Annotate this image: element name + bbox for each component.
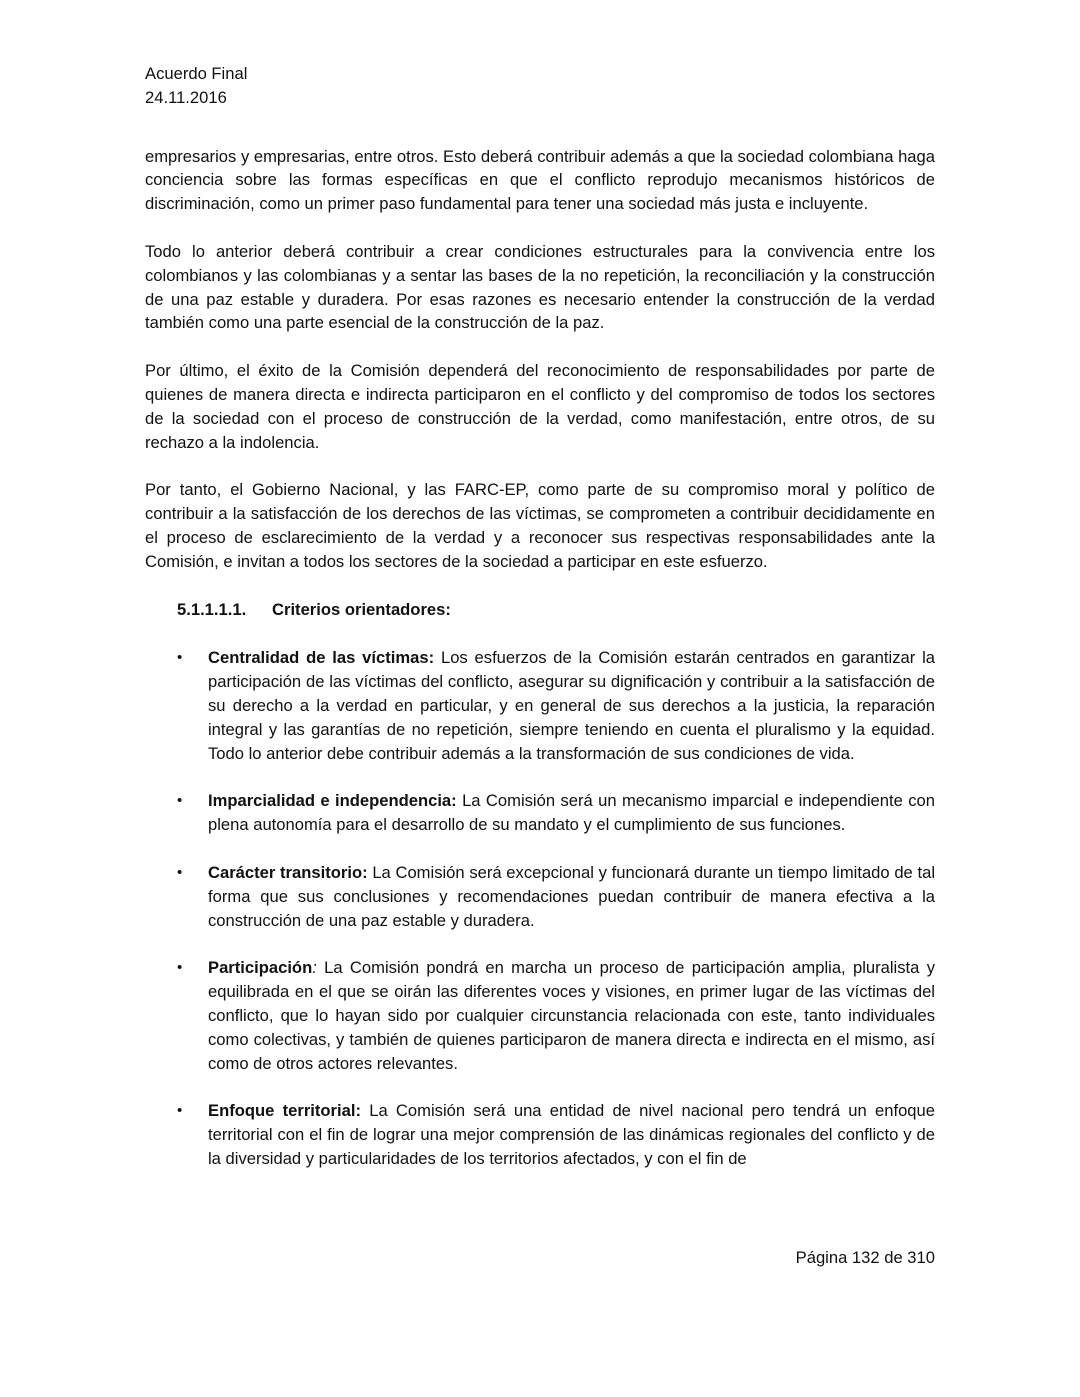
paragraph: Todo lo anterior deberá contribuir a crear condiciones estructurales para la convivencia entre los colombianos y las colombianas y a sentar las bases de la no repetición, la reconciliación y la construcción de una paz estable y duradera. Por esas razones es necesario entender la construcción de la verdad también como una parte esencial de la construcción de la paz.: [145, 241, 935, 333]
criterion-text: La Comisión será una entidad de nivel nacional pero tendrá un enfoque territorial con el fin de lograr una mejor comprensión de las dinámicas regionales del conflicto y de la diversidad y particularidades de los territorios afectados, y con el fin de: [208, 1101, 935, 1168]
criterion-term: Participación: [208, 958, 313, 978]
list-item: [145, 956, 935, 1075]
criterion-term: Imparcialidad e independencia:: [208, 791, 457, 811]
criterion-text: La Comisión pondrá en marcha un proceso de participación amplia, pluralista y equilibrada en el que se oirán las diferentes voces y visiones, en primer lugar de las víctimas del conflicto, que lo hayan sido por cualquier circunstancia relacionada con este, tanto individuales como colectivas, y también de quienes participaron de manera directa e indirecta en el mismo, así como de otros actores relevantes.: [208, 958, 935, 1073]
list-item: [145, 1099, 935, 1170]
list-item: [145, 646, 935, 765]
page-number: Página 132 de 310: [795, 1248, 935, 1267]
paragraph: Por tanto, el Gobierno Nacional, y las FARC-EP, como parte de su compromiso moral y político de contribuir a la satisfacción de los derechos de las víctimas, se comprometen a contribuir decididamente en el proceso de esclarecimiento de la verdad y a reconocer sus respectivas responsabilidades ante la Comisión, e invitan a todos los sectores de la sociedad a participar en este esfuerzo.: [145, 480, 935, 571]
bullet-icon: •: [177, 792, 183, 810]
bullet-icon: •: [177, 1102, 183, 1120]
section-number: 5.1.1.1.1.: [177, 599, 247, 619]
criterion-text: La Comisión será un mecanismo imparcial e independiente con plena autonomía para el desarrollo de su mandato y el cumplimiento de sus funciones.: [208, 791, 935, 835]
paragraph: empresarios y empresarias, entre otros. Esto deberá contribuir además a que la sociedad colombiana haga conciencia sobre las formas específicas en que el conflicto reprodujo mecanismos históricos de discriminación, como un primer paso fundamental para tener una sociedad más justa e incluyente.: [145, 146, 935, 214]
section-title: Criterios orientadores:: [272, 599, 451, 619]
bullet-icon: •: [177, 649, 183, 667]
bullet-icon: •: [177, 959, 183, 977]
criterion-text: Los esfuerzos de la Comisión estarán centrados en garantizar la participación de las víctimas del conflicto, asegurar su dignificación y contribuir a la satisfacción de su derecho a la verdad en particular, y en general de sus derechos a la justicia, la reparación integral y las garantías de no repetición, siempre teniendo en cuenta el pluralismo y la equidad. Todo lo anterior debe contribuir además a la transformación de sus condiciones de vida.: [208, 648, 935, 763]
criterion-separator: :: [312, 958, 317, 978]
criterion-text: La Comisión será excepcional y funcionará durante un tiempo limitado de tal forma que sus conclusiones y recomendaciones puedan contribuir de manera efectiva a la construcción de una paz estable y duradera.: [208, 862, 935, 930]
document-title: Acuerdo Final: [145, 64, 248, 83]
document-date: 24.11.2016: [145, 87, 227, 107]
bullet-icon: •: [177, 863, 183, 881]
criterion-term: Enfoque territorial:: [208, 1101, 361, 1121]
criterion-term: Centralidad de las víctimas:: [208, 648, 435, 668]
paragraph: Por último, el éxito de la Comisión dependerá del reconocimiento de responsabilidades por parte de quienes de manera directa e indirecta participaron en el conflicto y del compromiso de todos los sectores de la sociedad con el proceso de construcción de la verdad, como manifestación, entre otros, de su rechazo a la indolencia.: [145, 361, 935, 452]
list-item: [145, 861, 935, 932]
page-header: [145, 62, 935, 110]
list-item: [145, 789, 935, 837]
document-page: [145, 62, 935, 1195]
criterion-term: Carácter transitorio:: [208, 862, 368, 882]
criteria-list: [145, 646, 935, 1170]
section-heading: [177, 598, 935, 622]
